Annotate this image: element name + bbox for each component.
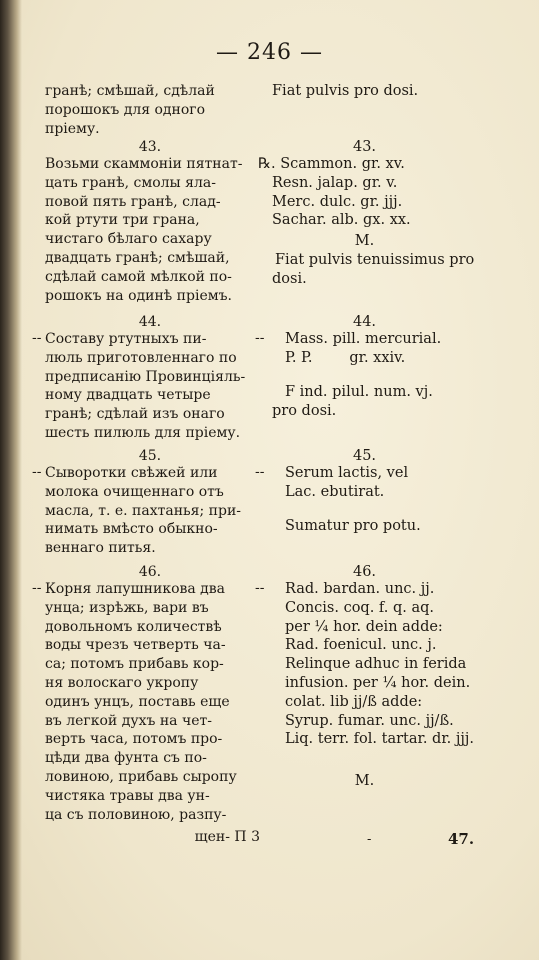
text-line: воды чрезъ четверть ча- — [45, 637, 226, 654]
catchword: щен- П 3 — [194, 829, 260, 845]
left-block-46 — [45, 580, 255, 824]
book-spine-shadow — [0, 0, 22, 960]
text-line: довольномъ количествѣ — [45, 618, 222, 635]
right-block-45 — [285, 464, 539, 502]
text-line: унца; изрѣжь, вари въ — [45, 599, 209, 616]
left-block-intro — [45, 82, 255, 138]
dash-marker: -- — [255, 580, 265, 596]
text-line: ловиною, прибавь сыропу — [45, 768, 237, 785]
footer-mark: - — [367, 832, 372, 847]
recipe-number-46-right: 46. — [352, 564, 377, 580]
text-line: Fiat pulvis tenuissimus pro — [275, 252, 475, 268]
text-line: са; потомъ прибавь кор- — [45, 656, 224, 673]
text-line: гранѣ; сдѣлай изъ онаго — [45, 406, 225, 423]
misce-46: M. — [354, 773, 375, 789]
text-line: Serum lactis, vel — [285, 465, 409, 481]
text-line: пріему. — [45, 120, 100, 137]
text-line: Sumatur pro potu. — [285, 518, 421, 534]
recipe-number-45-left: 45. — [138, 448, 162, 464]
text-line: веннаго питья. — [45, 540, 156, 557]
text-line: ℞. Scammon. gr. xv. — [258, 156, 405, 172]
text-line: предписанію Провинціяль- — [45, 368, 246, 385]
dash-marker: -- — [32, 580, 42, 596]
text-line: масла, т. е. пахтанья; при- — [45, 502, 242, 519]
text-line: сдѣлай самой мѣлкой по- — [45, 268, 232, 285]
footer-page-number: 47. — [448, 830, 475, 848]
text-line: ца съ половиною, разпу- — [45, 806, 227, 823]
text-line: Rad. foenicul. unc. j. — [285, 637, 437, 654]
dash-marker: -- — [255, 464, 265, 480]
text-line: Liq. terr. fol. tartar. dr. jjj. — [285, 731, 474, 748]
text-line: верть часа, потомъ про- — [45, 731, 223, 748]
dash-marker: -- — [32, 464, 42, 480]
text-line: чистаго бѣлаго сахару — [45, 231, 212, 248]
text-line: Resn. jalap. gr. v. — [272, 174, 398, 191]
text-line: кой ртути три грана, — [45, 212, 200, 229]
text-line: Syrup. fumar. unc. jj/ß. — [285, 712, 454, 729]
text-line: P. P. gr. xxiv. — [285, 349, 406, 366]
left-block-45 — [45, 464, 255, 558]
left-block-43 — [45, 155, 255, 305]
dash-marker: -- — [32, 330, 42, 346]
text-line: colat. lib jj/ß adde: — [285, 693, 423, 710]
text-line: Concis. coq. f. q. aq. — [285, 599, 435, 616]
recipe-number-46-left: 46. — [138, 564, 162, 580]
text-line: Составу ртутныхъ пи- — [45, 331, 207, 347]
recipe-number-44-right: 44. — [352, 314, 377, 330]
right-block-43 — [258, 155, 513, 230]
text-line: двадцать гранѣ; смѣшай, — [45, 249, 230, 266]
text-line: шесть пилюль для пріему. — [45, 424, 241, 441]
text-line: чистяка травы два ун- — [45, 787, 210, 804]
text-line: ному двадцать четыре — [45, 387, 211, 404]
text-line: нимать вмѣсто обыкно- — [45, 521, 218, 538]
text-line: pro dosi. — [272, 402, 337, 419]
text-line: dosi. — [272, 270, 307, 287]
text-line: люль приготовленнаго по — [45, 349, 237, 366]
text-line: Возьми скаммоніи пятнат- — [45, 156, 243, 172]
right-block-intro — [272, 82, 527, 101]
recipe-number-43-right: 43. — [352, 139, 377, 155]
page-number: — 246 — — [216, 40, 323, 65]
text-line: per ¼ hor. dein adde: — [285, 618, 443, 635]
text-line: Fiat pulvis pro dosi. — [272, 83, 419, 99]
text-line: Rad. bardan. unc. jj. — [285, 581, 435, 597]
right-block-44b — [272, 383, 539, 421]
text-line: гранѣ; смѣшай, сдѣлай — [45, 83, 215, 99]
text-line: ня волоскаго укропу — [45, 674, 199, 691]
text-line: F ind. pilul. num. vj. — [285, 384, 433, 400]
misce-43: M. — [354, 233, 375, 249]
left-block-44 — [45, 330, 255, 443]
dash-marker: -- — [255, 330, 265, 346]
text-line: Mass. pill. mercurial. — [285, 331, 442, 347]
text-line: рошокъ на одинѣ пріемъ. — [45, 287, 232, 304]
right-block-43b — [272, 251, 530, 289]
text-line: Lac. ebutirat. — [285, 483, 385, 500]
text-line: Merc. dulc. gr. jjj. — [272, 193, 403, 210]
text-line: въ легкой духъ на чет- — [45, 712, 212, 729]
text-line: цать гранѣ, смолы яла- — [45, 174, 216, 191]
right-block-46 — [285, 580, 539, 749]
text-line: Sachar. alb. gx. xx. — [272, 212, 411, 229]
recipe-number-43-left: 43. — [138, 139, 162, 155]
text-line: повой пять гранѣ, слад- — [45, 193, 221, 210]
text-line: infusion. per ¼ hor. dein. — [285, 674, 471, 691]
text-line: Relinque adhuc in ferida — [285, 656, 467, 673]
text-line: молока очищеннаго отъ — [45, 483, 224, 500]
right-block-45b — [285, 517, 539, 536]
text-line: цѣди два фунта съ по- — [45, 750, 207, 767]
text-line: Корня лапушникова два — [45, 581, 226, 597]
text-line: порошокъ для одного — [45, 101, 206, 118]
recipe-number-45-right: 45. — [352, 448, 377, 464]
recipe-number-44-left: 44. — [138, 314, 162, 330]
right-block-44 — [285, 330, 539, 368]
text-line: одинъ унцъ, поставь еще — [45, 693, 230, 710]
text-line: Сыворотки свѣжей или — [45, 465, 218, 481]
